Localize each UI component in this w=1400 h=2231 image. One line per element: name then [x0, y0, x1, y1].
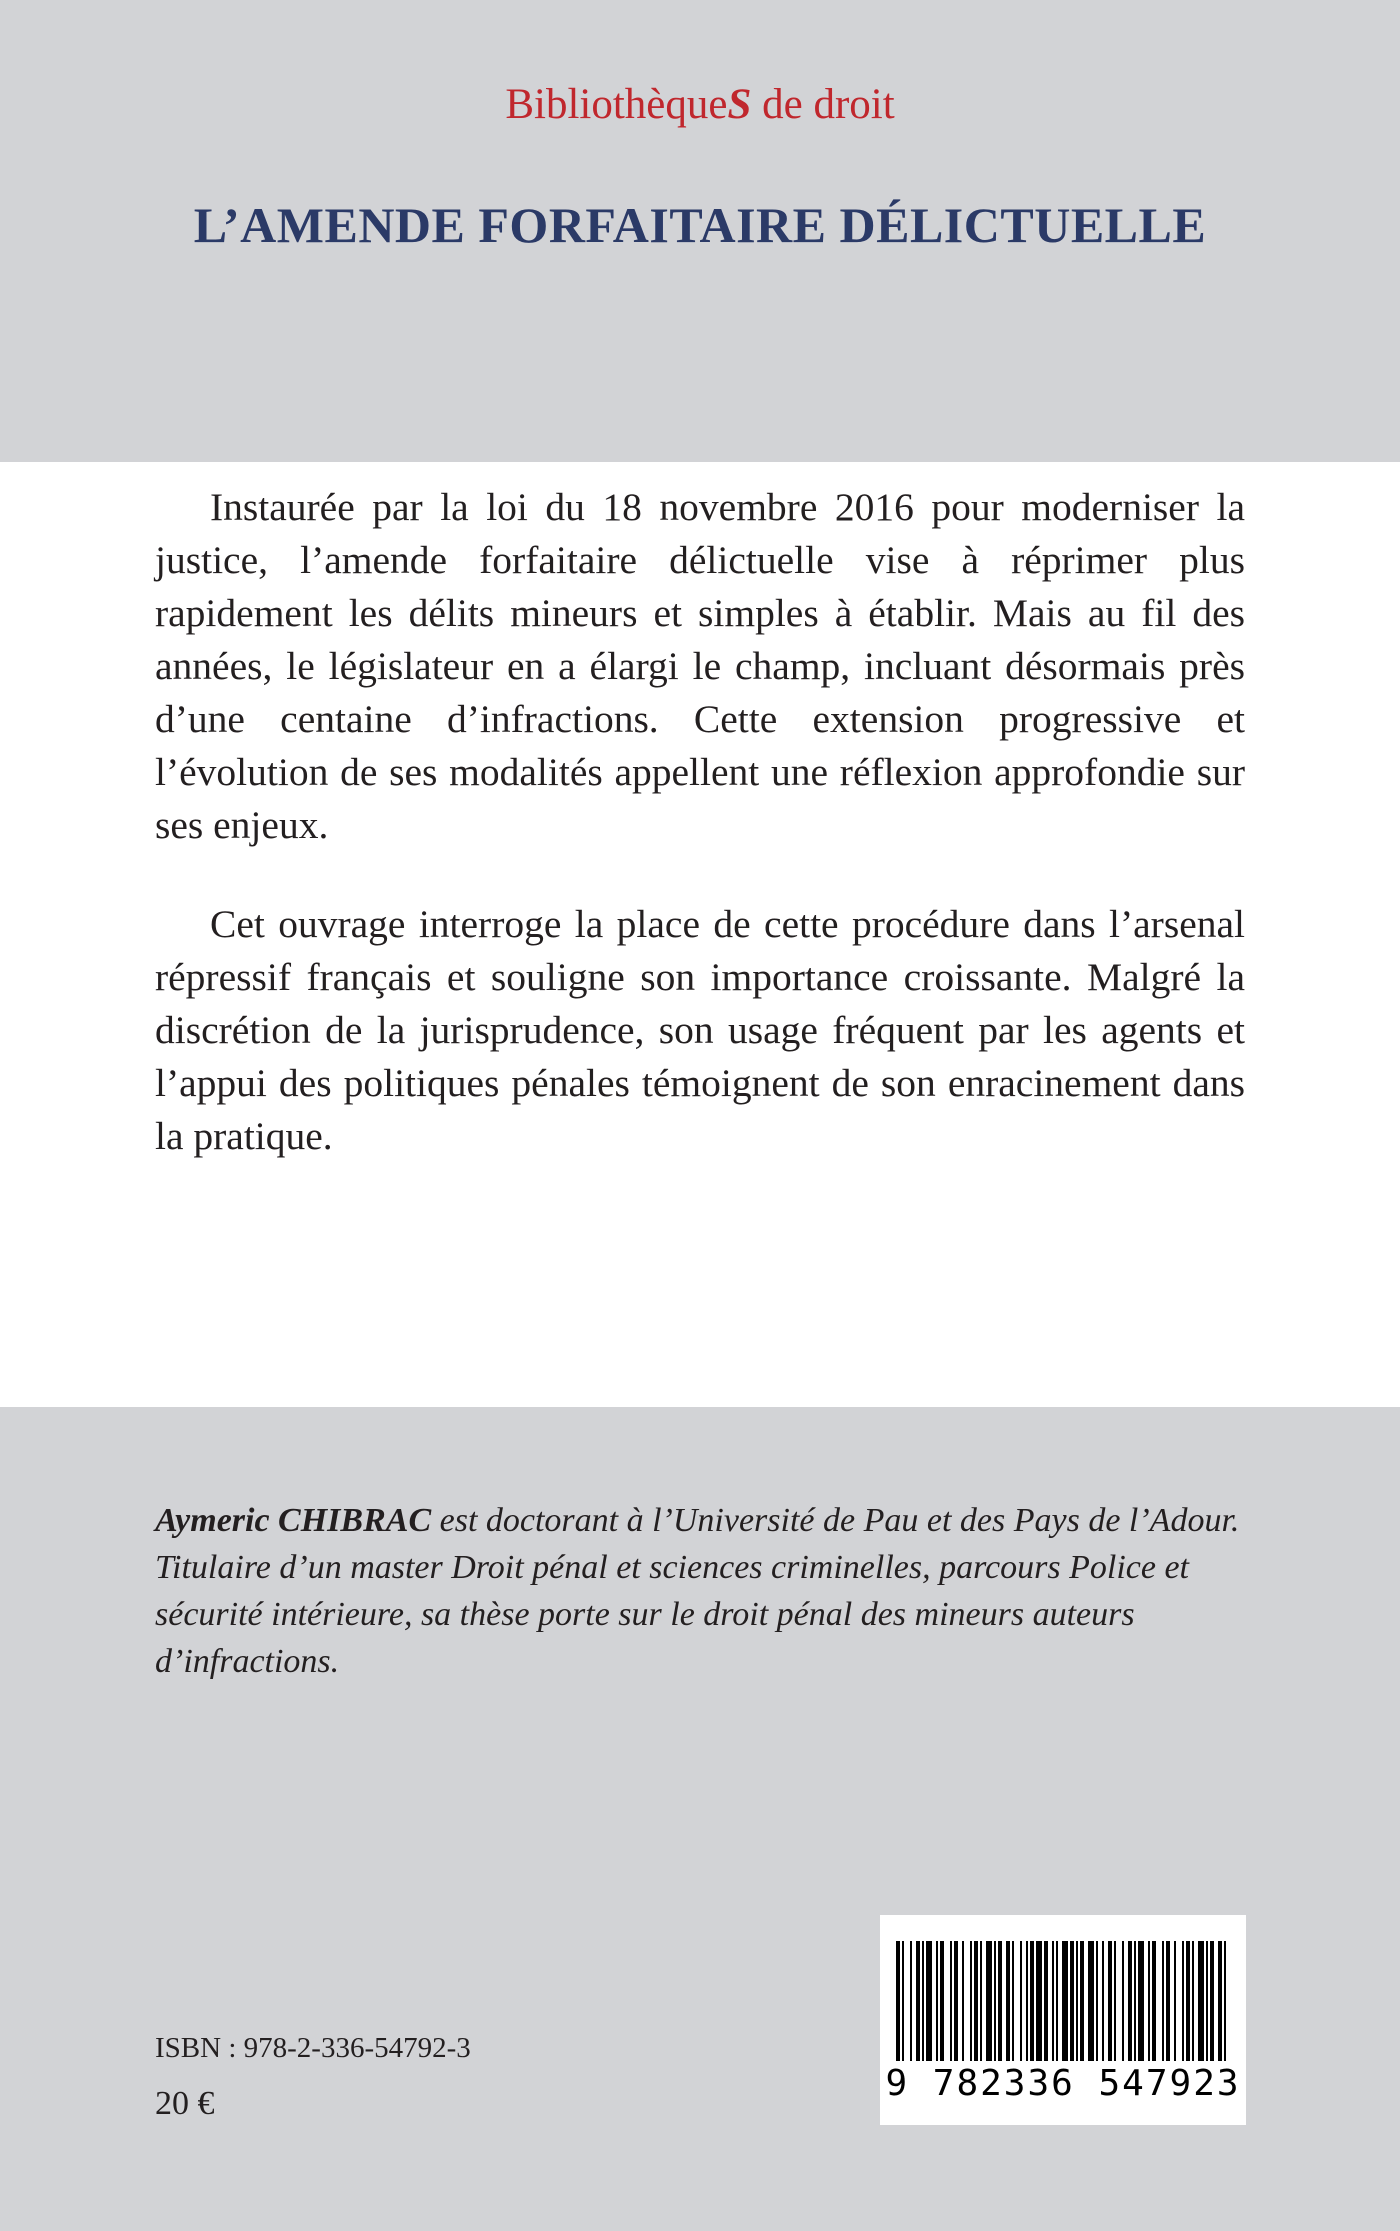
series-prefix: Bibliothèque	[505, 81, 728, 128]
barcode-bar	[922, 1941, 924, 2061]
barcode-bar	[916, 1941, 920, 2061]
barcode-bar	[1122, 1941, 1124, 2061]
barcode-bar	[1056, 1941, 1058, 2061]
barcode-bar	[1138, 1941, 1144, 2061]
barcode-bar	[1134, 1941, 1136, 2061]
barcode-bar	[1020, 1941, 1022, 2061]
barcode-bar	[1162, 1941, 1164, 2061]
barcode-bar	[910, 1941, 912, 2061]
barcode-bar	[970, 1941, 972, 2061]
barcode-bar	[962, 1941, 964, 2061]
barcode-bar	[994, 1941, 996, 2061]
summary-paragraph-2: Cet ouvrage interroge la place de cette procédure dans l’arsenal répressif français et souligne son importance croissante. Malgré la discrétion de la jurisprudence, son usage fréquent par les agents et l’appui des politiques pénales témoignent de son enracinement dans la pratique.	[155, 902, 1245, 1158]
series-suffix: de droit	[751, 81, 895, 128]
barcode-bar	[1044, 1941, 1048, 2061]
barcode-bar	[1198, 1941, 1204, 2061]
barcode-bar	[940, 1941, 944, 2061]
barcode-digits: 9 782336 547923	[885, 2063, 1241, 2104]
barcode-bar	[1108, 1941, 1112, 2061]
price: 20 €	[155, 2085, 215, 2122]
barcode-bar	[902, 1941, 904, 2061]
isbn: ISBN : 978-2-336-54792-3	[155, 2032, 471, 2064]
barcode-bar	[1062, 1941, 1068, 2061]
barcode-bar	[1206, 1941, 1208, 2061]
series-name	[0, 80, 1400, 129]
barcode-bar	[986, 1941, 992, 2061]
author-bio	[155, 1497, 1245, 1685]
author-bio-text: est doctorant à l’Université de Pau et des Pays de l’Adour. Titulaire d’un master Droit pénal et sciences criminelles, parcours Police et sécurité intérieure, sa thèse porte sur le droit pénal des mineurs auteurs d’infractions.	[155, 1502, 1240, 1680]
barcode-bar	[1152, 1941, 1156, 2061]
barcode-bar	[1088, 1941, 1094, 2061]
barcode-bar	[950, 1941, 952, 2061]
author-name: Aymeric CHIBRAC	[155, 1502, 432, 1539]
barcode-bar	[1036, 1941, 1042, 2061]
barcode	[880, 1915, 1246, 2125]
barcode-bar	[1114, 1941, 1116, 2061]
barcode-bar	[1186, 1941, 1190, 2061]
barcode-bars	[892, 1941, 1234, 2061]
barcode-bar	[1096, 1941, 1098, 2061]
barcode-bar	[1224, 1941, 1226, 2061]
barcode-bar	[896, 1941, 900, 2061]
barcode-bar	[1210, 1941, 1214, 2061]
barcode-bar	[974, 1941, 978, 2061]
barcode-bar	[1030, 1941, 1034, 2061]
barcode-bar	[936, 1941, 938, 2061]
barcode-bar	[1012, 1941, 1014, 2061]
barcode-bar	[1218, 1941, 1222, 2061]
barcode-bar	[926, 1941, 932, 2061]
barcode-bar	[1052, 1941, 1054, 2061]
barcode-bar	[1006, 1941, 1010, 2061]
barcode-bar	[1166, 1941, 1170, 2061]
barcode-bar	[954, 1941, 958, 2061]
barcode-bar	[1080, 1941, 1084, 2061]
barcode-bar	[1148, 1941, 1150, 2061]
barcode-bar	[1026, 1941, 1028, 2061]
barcode-bar	[1070, 1941, 1074, 2061]
barcode-bar	[998, 1941, 1002, 2061]
barcode-bar	[980, 1941, 982, 2061]
barcode-bar	[1182, 1941, 1184, 2061]
book-title: L’AMENDE FORFAITAIRE DÉLICTUELLE	[193, 197, 1207, 253]
barcode-bar	[1174, 1941, 1176, 2061]
barcode-bar	[1128, 1941, 1132, 2061]
barcode-bar	[1076, 1941, 1078, 2061]
series-s: S	[727, 81, 752, 128]
barcode-bar	[1102, 1941, 1104, 2061]
barcode-bar	[1192, 1941, 1194, 2061]
summary-paragraph-1: Instaurée par la loi du 18 novembre 2016 pour moderniser la justice, l’amende forfaitaire délictuelle vise à réprimer plus rapidement les délits mineurs et simples à établir. Mais au fil des années, le législateur en a élargi le champ, incluant désormais près d’une centaine d’infractions. Cette extension progressive et l’évolution de ses modalités appellent une réflexion approfondie sur ses enjeux.	[155, 485, 1245, 847]
